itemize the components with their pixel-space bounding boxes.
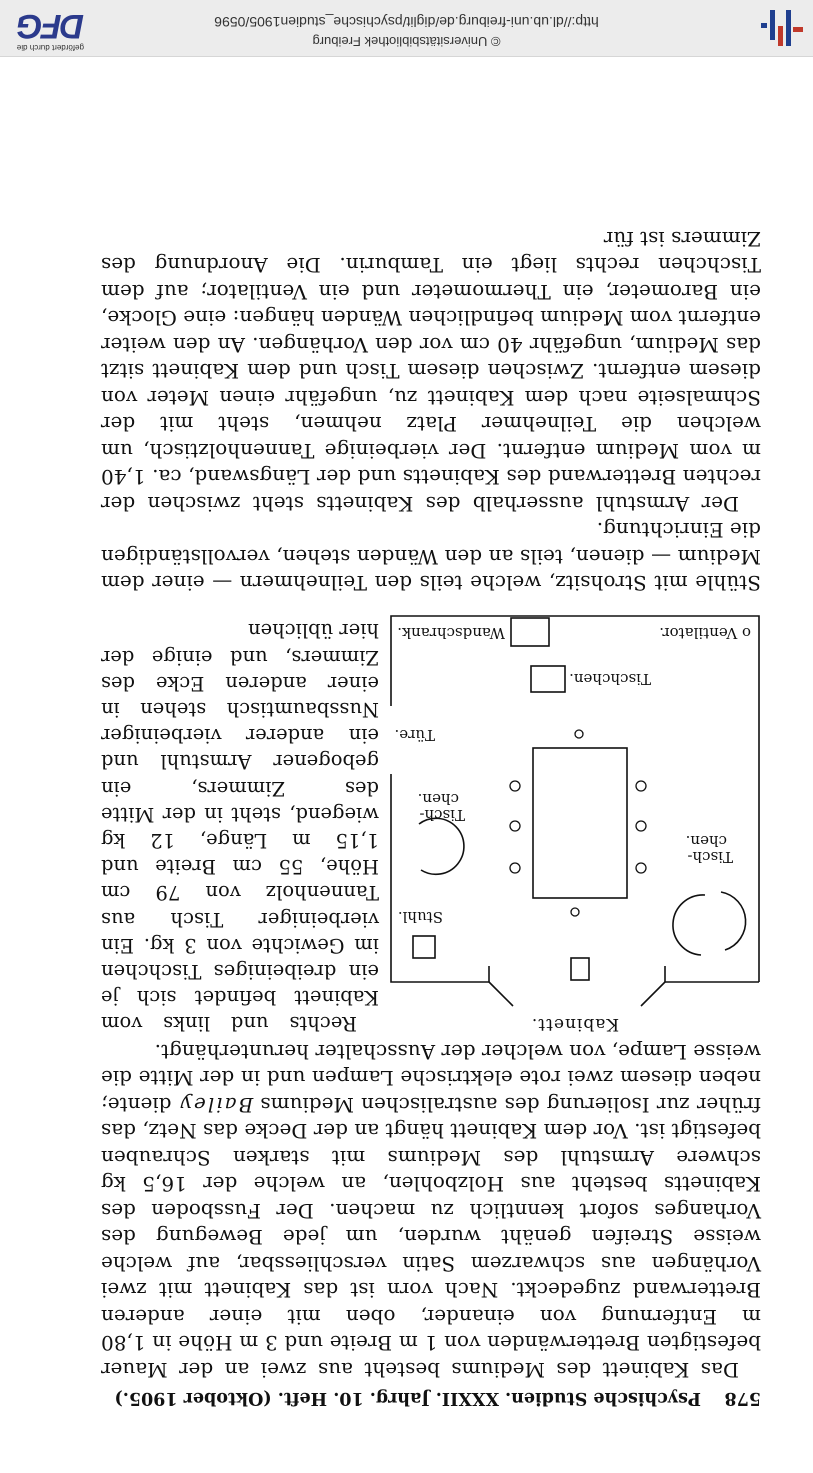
- paragraph-arrangement: [101, 226, 761, 518]
- label-tischchen-right-2: chen.: [417, 790, 459, 809]
- label-ventilator: o Ventilator.: [659, 624, 751, 643]
- scanned-page: [0, 60, 813, 1473]
- permalink-url[interactable]: http://dl.ub.uni-freiburg.de/diglit/psychische_studien1905/0596: [214, 14, 599, 30]
- copyright-notice: © Universitätsbibliothek Freiburg: [312, 34, 501, 49]
- label-tischchen-bottom: Tischchen.: [569, 670, 651, 689]
- running-title: Psychische Studien. XXXII. Jahrg. 10. Heft. (Oktober 1905.): [114, 1388, 701, 1408]
- label-stuhl: Stuhl.: [397, 908, 443, 927]
- label-tischchen-left-1: Tisch-: [687, 848, 733, 867]
- figure-block: [101, 597, 761, 1037]
- paragraph-chairs: Stühle mit Strohsitz, welche teils den Teilnehmern — einer dem Medium — dienen, teils an den Wänden stehen, vervollständigen die Einrichtung.: [101, 518, 761, 596]
- side-paragraph: Rechts und links vom Kabinett befindet sich je ein dreibeiniges Tischchen im Gewichte von 3 kg. Ein vierbeiniger Tisch aus Tannenholz von 79 cm Höhe, 55 cm Breite und 1,15 m Länge, 12 kg wiegend, steht in der Mitte des Zimmers, ein gebogener Armstuhl und ein anderer vierbeiniger Nussbaumtisch stehen in einer anderen Ecke des Zimmers, und einige der hier üblichen: [101, 619, 379, 1036]
- room-plan-drawing: [389, 615, 761, 1011]
- label-tischchen-right-1: Tisch-: [419, 806, 465, 825]
- figure-caption: Kabinett.: [530, 1014, 620, 1035]
- paragraph-cabinet-end: diente; neben diesem zwei rote elektrische Lampen und in der Mitte die weisse Lampe, von welcher der Ausschalter herunterhängt.: [101, 1040, 761, 1117]
- paragraph-cabinet-text: Das Kabinett des Mediums besteht aus zwei an der Mauer befestigten Bretterwänden von 1 m Breite und 3 m Höhe in 1,80 m Entfernung von einander, oben mit einer anderen Bretterwand zugedeckt. Nach vorn ist das Kabinett mit zwei Vorhängen aus schwarzem Satin verschliessbar, auf welche weisse Streifen genäht wurden, um jede Bewegung des Vorhanges sofort kenntlich zu machen. Der Fussboden des Kabinetts besteht aus Holzbohlen, an welche der 16,5 kg schwere Armstuhl des Mediums mit starken Schrauben befestigt ist. Vor dem Kabinett hängt an der Decke das Netz, das früher zur Isolierung des australischen Mediums: [101, 1093, 761, 1382]
- label-tischchen-left-2: chen.: [685, 832, 727, 851]
- page-number: 578: [724, 1388, 761, 1408]
- paragraph-arrangement-text: Der Armstuhl ausserhalb des Kabinetts steht zwischen der rechten Bretterwand des Kabinetts und der Längswand, ca. 1,40 m vom Medium entfernt. Der vierbeinige Tannenholztisch, um welchen die Teilnehmer Platz nehmen, steht mit der Schmalseite nach dem Kabinett zu, ungefähr einen Meter von diesem entfernt. Zwischen diesem Tisch und dem Kabinett sitzt das Medium, ungefähr 40 cm vor den Vorhängen. An den weiter entfernt vom Medium befindlichen Wänden hängen: eine Glocke, ein Barometer, ein Thermometer und ein Ventilator; auf dem Tischchen rechts liegt ein Tamburin. Die Anordnung des Zimmers ist für: [101, 227, 761, 516]
- medium-name-bailey: Bailey: [178, 1093, 254, 1117]
- room-plan-figure: [389, 615, 761, 1035]
- label-tuere: Türe.: [394, 726, 435, 745]
- label-wandschrank: Wandschrank.: [397, 624, 505, 643]
- paragraph-cabinet: [101, 1039, 761, 1384]
- dfg-caption: gefördert durch die: [16, 43, 84, 52]
- library-footer: [0, 0, 813, 57]
- figure-side-text: [101, 617, 379, 1036]
- dfg-wordmark: DFG: [18, 7, 84, 45]
- dfg-logo: [0, 4, 84, 52]
- running-header: [101, 1383, 761, 1413]
